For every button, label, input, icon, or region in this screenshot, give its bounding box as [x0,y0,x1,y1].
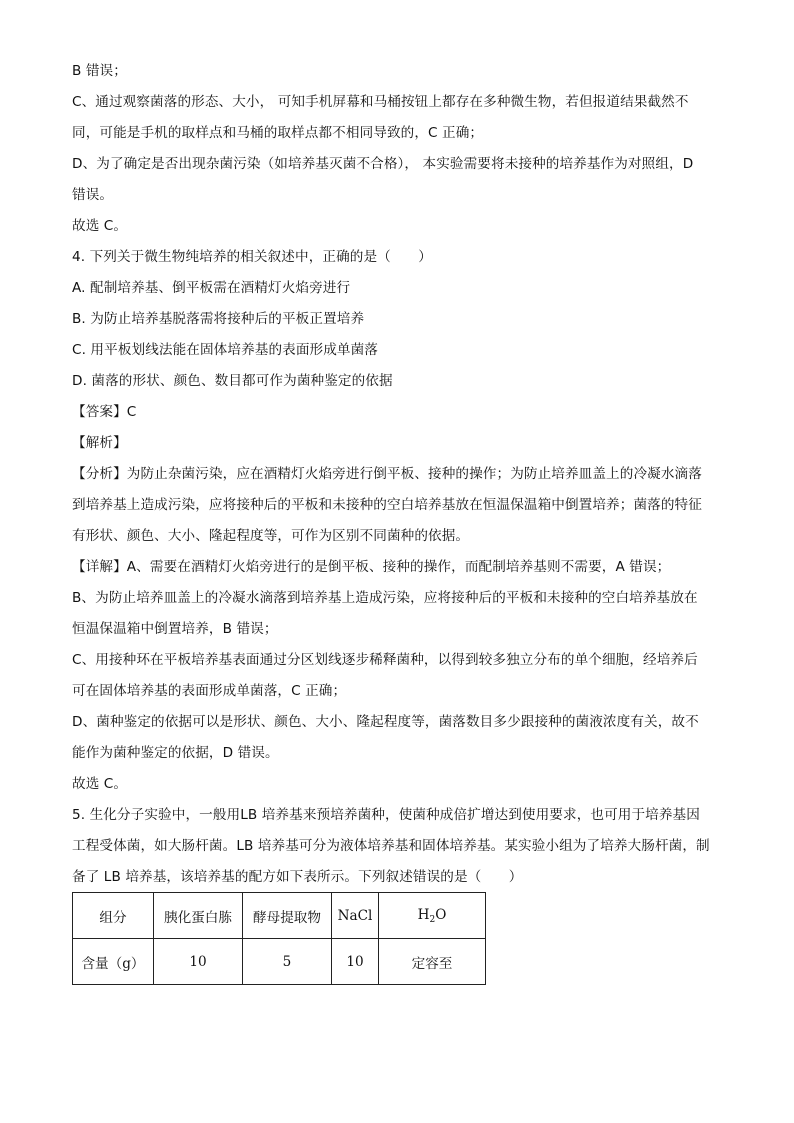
table-cell: 胰化蛋白胨 [154,893,243,939]
water-formula-h: H [417,906,430,923]
text-line: 错误。 [72,187,114,203]
detail-line: B、为防止培养皿盖上的冷凝水滴落到培养基上造成污染，应将接种后的平板和未接种的空白培养基放在 [72,590,698,606]
option-a: A. 配制培养基、倒平板需在酒精灯火焰旁进行 [72,280,351,296]
option-d: D. 菌落的形状、颜色、数目都可作为菌种鉴定的依据 [72,373,393,389]
analysis-line: 【分析】为防止杂菌污染，应在酒精灯火焰旁进行倒平板、接种的操作；为防止培养皿盖上的冷凝水滴落 [72,466,702,482]
text-line: 同，可能是手机的取样点和马桶的取样点都不相同导致的，C 正确； [72,125,484,141]
detail-line: 能作为菌种鉴定的依据，D 错误。 [72,745,279,761]
analysis-line: 到培养基上造成污染，应将接种后的平板和未接种的空白培养基放在恒温保温箱中倒置培养；菌落的特征 [72,497,702,513]
option-c: C. 用平板划线法能在固体培养基的表面形成单菌落 [72,342,379,358]
question-4-stem: 4. 下列关于微生物纯培养的相关叙述中，正确的是（ ） [72,249,432,265]
table-cell: 定容至 [379,939,486,985]
table-cell: NaCl [332,893,379,939]
detail-line: 可在固体培养基的表面形成单菌落，C 正确； [72,683,347,699]
detail-line: C、用接种环在平板培养基表面通过分区划线逐步稀释菌种，以得到较多独立分布的单个细胞，经培养后 [72,652,698,668]
question-5-stem: 5. 生化分子实验中，一般用LB 培养基来预培养菌种，使菌种成倍扩增达到使用要求，也可用于培养基因 [72,807,700,823]
table-cell: 组分 [73,893,154,939]
table-cell: 10 [332,939,379,985]
analysis-line: 有形状、颜色、大小、隆起程度等，可作为区别不同菌种的依据。 [72,528,470,544]
option-b: B. 为防止培养基脱落需将接种后的平板正置培养 [72,311,365,327]
water-formula-o: O [435,906,447,923]
table-cell-water [379,893,486,939]
detail-line: 故选 C。 [72,776,128,792]
document-page [72,62,722,985]
question-5-stem: 备了 LB 培养基，该培养基的配方如下表所示。下列叙述错误的是（ ） [72,869,523,885]
table-cell: 10 [154,939,243,985]
water-formula-subscript: 2 [429,914,436,925]
table-header-row [73,893,486,939]
text-line: C、通过观察菌落的形态、大小， 可知手机屏幕和马桶按钮上都存在多种微生物，若但报道结果截然不 [72,94,689,110]
question-5-stem: 工程受体菌，如大肠杆菌。LB 培养基可分为液体培养基和固体培养基。某实验小组为了培养大肠杆菌，制 [72,838,710,854]
lb-medium-recipe-table [72,892,486,985]
text-line: D、为了确定是否出现杂菌污染（如培养基灭菌不合格）， 本实验需要将未接种的培养基作为对照组，D [72,156,694,172]
analysis-heading: 【解析】 [72,435,127,451]
table-cell: 酵母提取物 [243,893,332,939]
table-cell: 含量（g） [73,939,154,985]
table-cell: 5 [243,939,332,985]
text-line: B 错误； [72,63,127,79]
detail-line: D、菌种鉴定的依据可以是形状、颜色、大小、隆起程度等，菌落数目多少跟接种的菌液浓度有关，故不 [72,714,699,730]
detail-line: 【详解】A、需要在酒精灯火焰旁进行的是倒平板、接种的操作，而配制培养基则不需要，A 错误； [72,559,671,575]
detail-line: 恒温保温箱中倒置培养，B 错误； [72,621,278,637]
table-row [73,939,486,985]
text-line: 故选 C。 [72,218,128,234]
answer-label: 【答案】C [72,404,137,420]
